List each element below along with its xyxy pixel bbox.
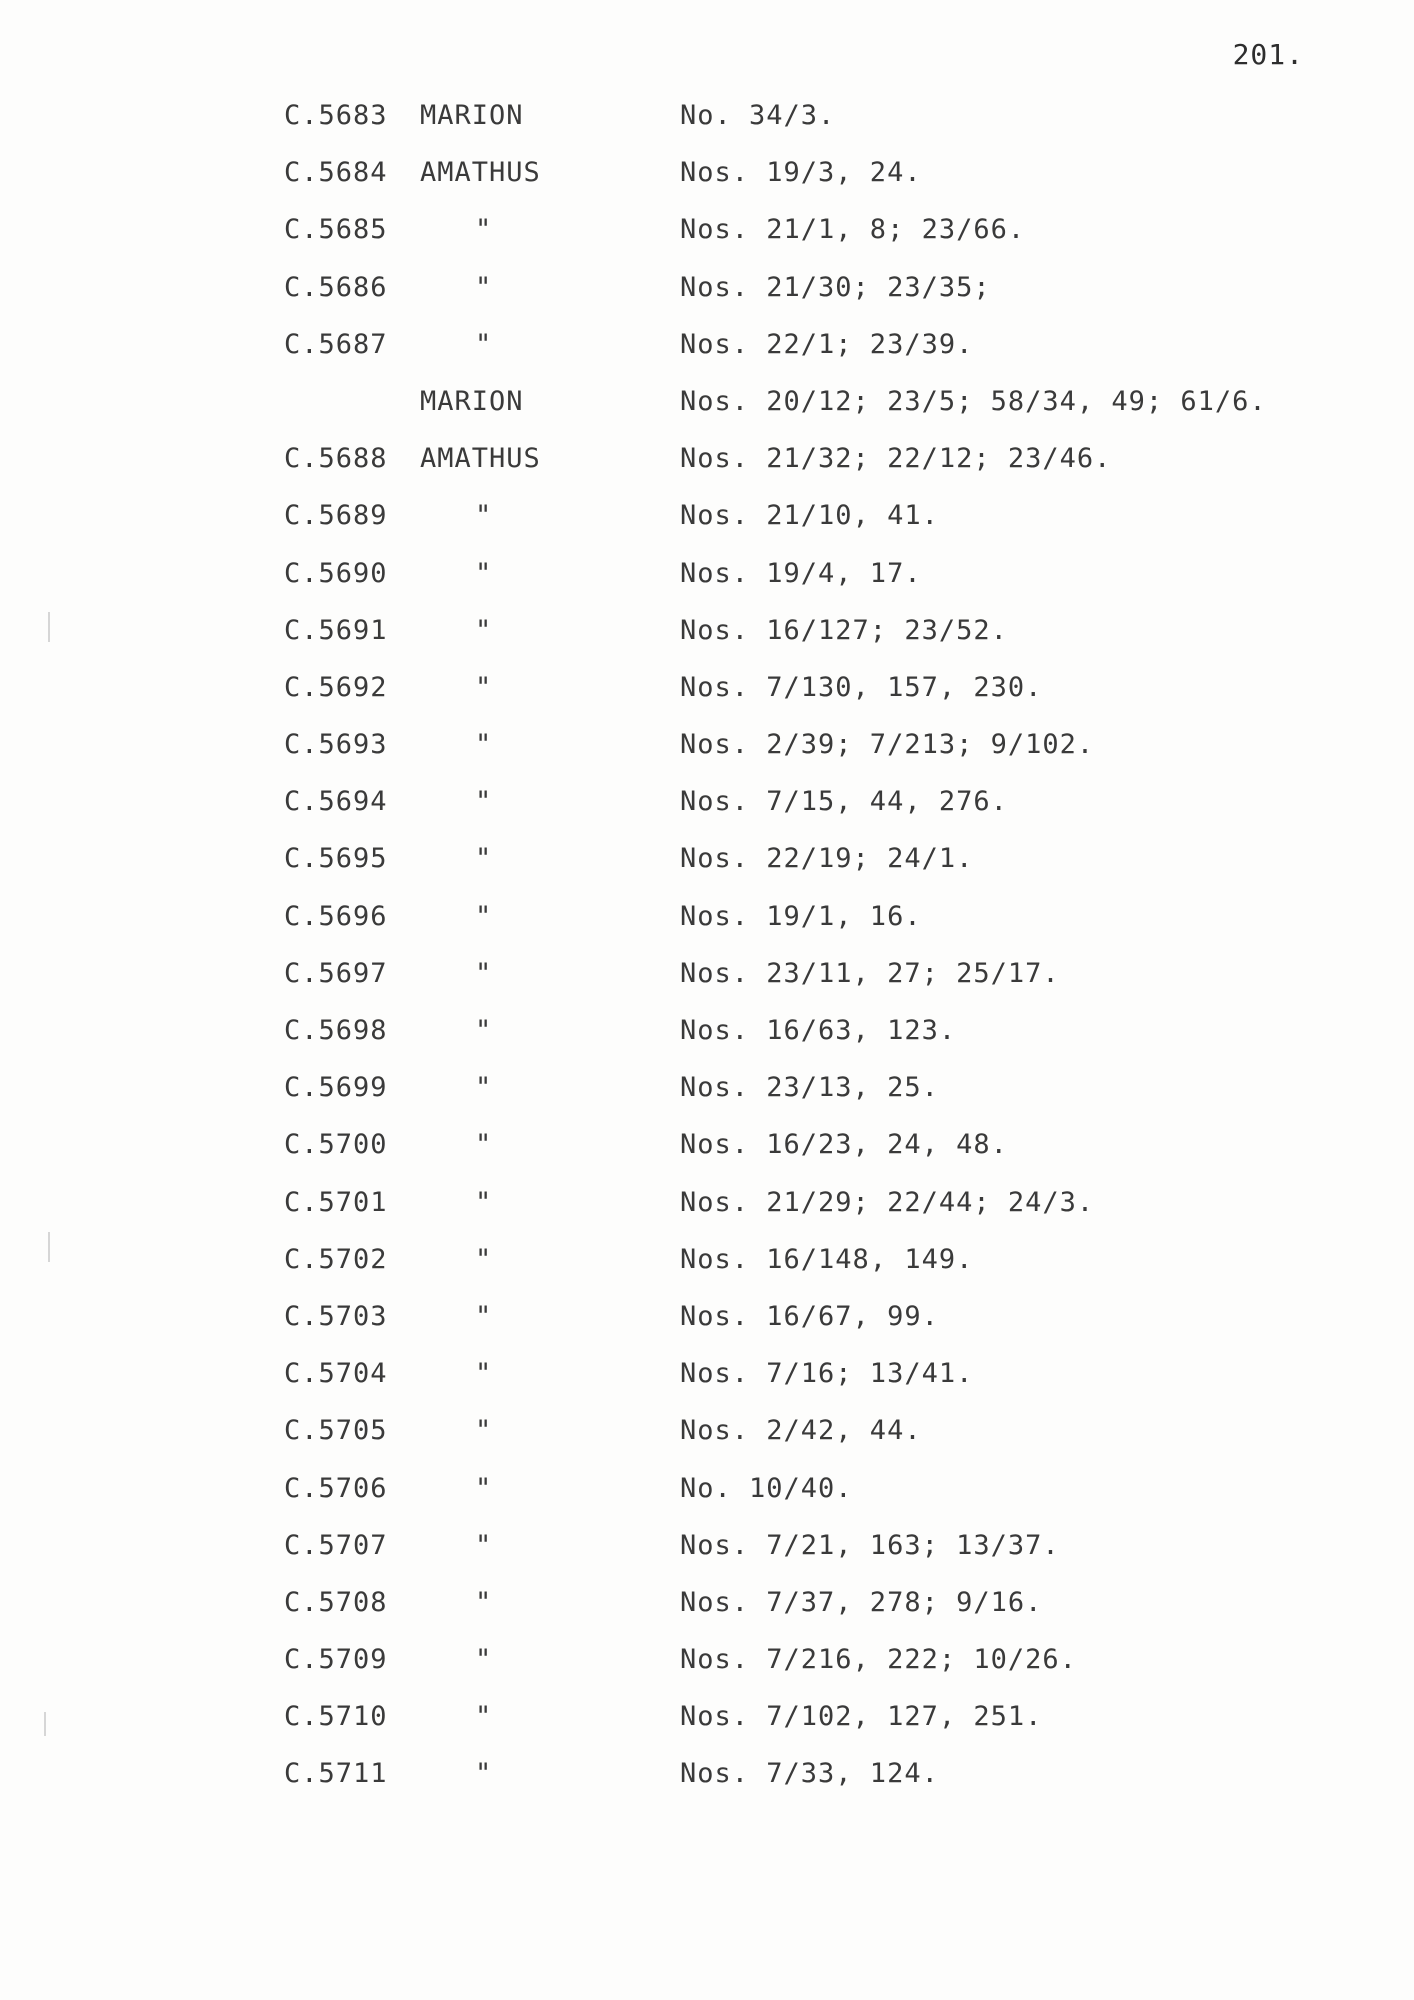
list-item [0, 214, 1414, 271]
ditto-mark: " [475, 1529, 493, 1561]
ditto-mark: " [475, 1644, 493, 1676]
margin-mark [44, 1712, 46, 1736]
catalogue-number: C.5686 [284, 271, 388, 303]
ditto-mark: " [475, 1015, 493, 1046]
list-item [0, 1473, 1414, 1530]
ditto-mark: " [475, 1701, 493, 1733]
list-item [0, 157, 1414, 214]
ditto-mark: " [475, 214, 493, 246]
reference-numbers: Nos. 2/42, 44. [680, 1415, 922, 1447]
catalogue-number: C.5703 [284, 1300, 388, 1332]
list-item [0, 843, 1414, 900]
list-item [0, 1015, 1414, 1072]
reference-numbers: Nos. 16/63, 123. [680, 1015, 957, 1046]
ditto-mark: " [475, 671, 493, 703]
list-item [0, 786, 1414, 843]
reference-numbers: Nos. 7/16; 13/41. [680, 1358, 974, 1390]
list-item [0, 1358, 1414, 1415]
site-name: AMATHUS [420, 443, 541, 475]
reference-numbers: Nos. 7/21, 163; 13/37. [680, 1529, 1060, 1561]
reference-numbers: Nos. 16/67, 99. [680, 1300, 939, 1332]
reference-numbers: Nos. 21/30; 23/35; [680, 271, 991, 303]
ditto-mark: " [475, 1415, 493, 1447]
catalogue-number: C.5685 [284, 214, 388, 246]
list-item [0, 386, 1414, 443]
ditto-mark: " [475, 1758, 493, 1790]
catalogue-number: C.5699 [284, 1072, 388, 1104]
reference-numbers: Nos. 19/3, 24. [680, 157, 922, 189]
reference-numbers: Nos. 22/1; 23/39. [680, 328, 974, 360]
site-name: MARION [420, 385, 524, 417]
page-number: 201. [1232, 38, 1304, 71]
ditto-mark: " [475, 500, 493, 532]
catalogue-number: C.5701 [284, 1186, 388, 1218]
catalogue-number: C.5698 [284, 1015, 388, 1046]
list-item [0, 1701, 1414, 1758]
reference-numbers: No. 34/3. [680, 100, 836, 131]
ditto-mark: " [475, 1472, 493, 1504]
catalogue-list [0, 100, 1414, 1816]
reference-numbers: Nos. 21/32; 22/12; 23/46. [680, 443, 1112, 475]
catalogue-number: C.5683 [284, 100, 388, 131]
list-item [0, 729, 1414, 786]
list-item [0, 615, 1414, 672]
catalogue-number: C.5692 [284, 671, 388, 703]
ditto-mark: " [475, 557, 493, 589]
catalogue-number: C.5687 [284, 328, 388, 360]
ditto-mark: " [475, 786, 493, 818]
list-item [0, 1072, 1414, 1129]
catalogue-number: C.5706 [284, 1472, 388, 1504]
reference-numbers: Nos. 19/4, 17. [680, 557, 922, 589]
catalogue-number: C.5708 [284, 1586, 388, 1618]
ditto-mark: " [475, 1300, 493, 1332]
catalogue-number: C.5707 [284, 1529, 388, 1561]
list-item [0, 1758, 1414, 1815]
reference-numbers: Nos. 7/130, 157, 230. [680, 671, 1043, 703]
list-item [0, 500, 1414, 557]
reference-numbers: Nos. 23/11, 27; 25/17. [680, 957, 1060, 989]
reference-numbers: Nos. 23/13, 25. [680, 1072, 939, 1104]
reference-numbers: Nos. 7/216, 222; 10/26. [680, 1644, 1077, 1676]
ditto-mark: " [475, 729, 493, 761]
list-item [0, 1129, 1414, 1186]
margin-mark [48, 1232, 50, 1262]
reference-numbers: Nos. 7/15, 44, 276. [680, 786, 1008, 818]
ditto-mark: " [475, 1243, 493, 1275]
catalogue-number: C.5702 [284, 1243, 388, 1275]
list-item [0, 672, 1414, 729]
ditto-mark: " [475, 843, 493, 875]
list-item [0, 901, 1414, 958]
catalogue-number: C.5697 [284, 957, 388, 989]
ditto-mark: " [475, 900, 493, 932]
ditto-mark: " [475, 328, 493, 360]
catalogue-number: C.5689 [284, 500, 388, 532]
catalogue-number: C.5700 [284, 1129, 388, 1161]
catalogue-number: C.5709 [284, 1644, 388, 1676]
reference-numbers: Nos. 16/127; 23/52. [680, 614, 1008, 646]
catalogue-number: C.5690 [284, 557, 388, 589]
reference-numbers: No. 10/40. [680, 1472, 853, 1504]
catalogue-number: C.5704 [284, 1358, 388, 1390]
list-item [0, 1530, 1414, 1587]
list-item [0, 1415, 1414, 1472]
catalogue-number: C.5684 [284, 157, 388, 189]
catalogue-number: C.5705 [284, 1415, 388, 1447]
catalogue-number: C.5691 [284, 614, 388, 646]
ditto-mark: " [475, 1072, 493, 1104]
list-item [0, 1587, 1414, 1644]
ditto-mark: " [475, 957, 493, 989]
catalogue-number: C.5711 [284, 1758, 388, 1790]
ditto-mark: " [475, 271, 493, 303]
ditto-mark: " [475, 1358, 493, 1390]
list-item [0, 558, 1414, 615]
list-item [0, 1301, 1414, 1358]
list-item [0, 443, 1414, 500]
list-item [0, 1187, 1414, 1244]
catalogue-number: C.5688 [284, 443, 388, 475]
ditto-mark: " [475, 1186, 493, 1218]
list-item [0, 272, 1414, 329]
list-item [0, 1244, 1414, 1301]
ditto-mark: " [475, 614, 493, 646]
reference-numbers: Nos. 21/29; 22/44; 24/3. [680, 1186, 1095, 1218]
reference-numbers: Nos. 20/12; 23/5; 58/34, 49; 61/6. [680, 385, 1267, 417]
catalogue-number: C.5695 [284, 843, 388, 875]
reference-numbers: Nos. 7/37, 278; 9/16. [680, 1586, 1043, 1618]
catalogue-number: C.5696 [284, 900, 388, 932]
catalogue-number: C.5694 [284, 786, 388, 818]
reference-numbers: Nos. 7/33, 124. [680, 1758, 939, 1790]
reference-numbers: Nos. 21/1, 8; 23/66. [680, 214, 1026, 246]
list-item [0, 329, 1414, 386]
reference-numbers: Nos. 19/1, 16. [680, 900, 922, 932]
catalogue-number: C.5710 [284, 1701, 388, 1733]
site-name: MARION [420, 100, 524, 131]
catalogue-number: C.5693 [284, 729, 388, 761]
site-name: AMATHUS [420, 157, 541, 189]
margin-mark [48, 612, 50, 642]
ditto-mark: " [475, 1586, 493, 1618]
reference-numbers: Nos. 2/39; 7/213; 9/102. [680, 729, 1095, 761]
reference-numbers: Nos. 16/23, 24, 48. [680, 1129, 1008, 1161]
reference-numbers: Nos. 7/102, 127, 251. [680, 1701, 1043, 1733]
ditto-mark: " [475, 1129, 493, 1161]
reference-numbers: Nos. 21/10, 41. [680, 500, 939, 532]
reference-numbers: Nos. 16/148, 149. [680, 1243, 974, 1275]
list-item [0, 100, 1414, 157]
list-item [0, 1644, 1414, 1701]
list-item [0, 958, 1414, 1015]
reference-numbers: Nos. 22/19; 24/1. [680, 843, 974, 875]
